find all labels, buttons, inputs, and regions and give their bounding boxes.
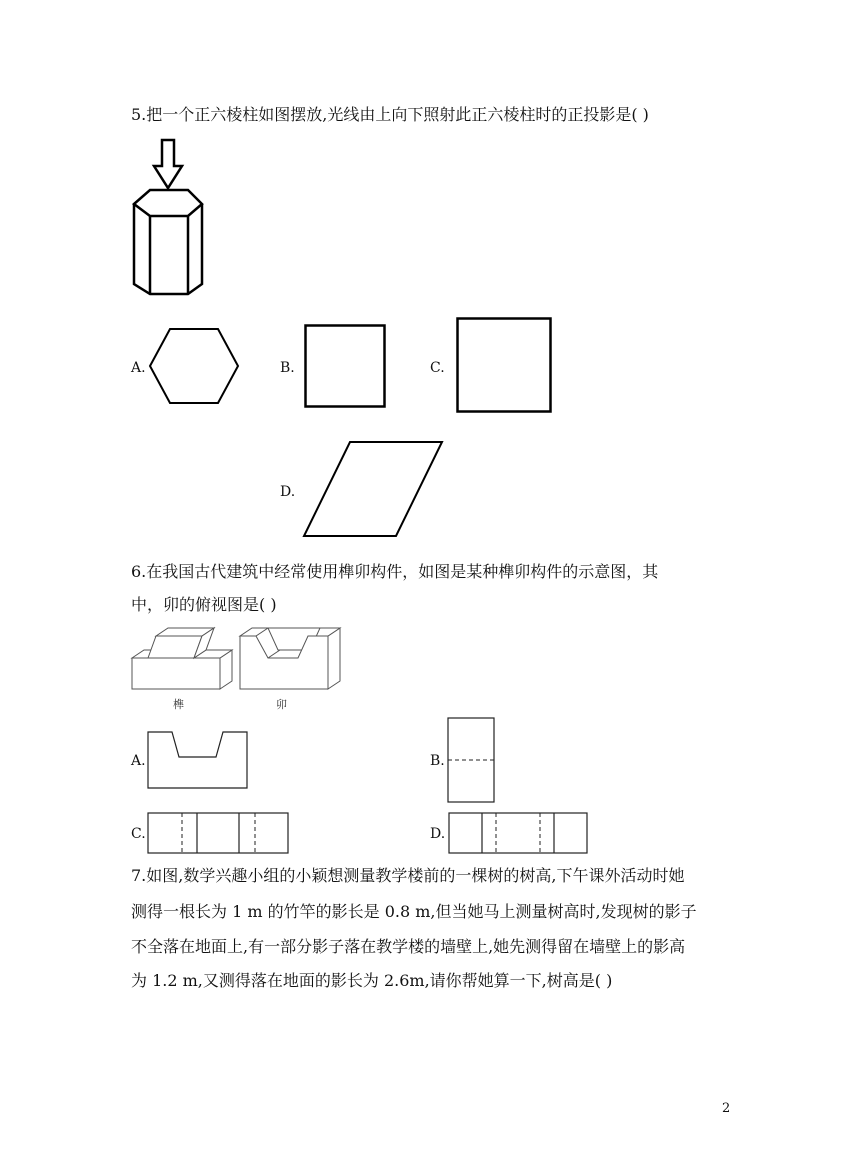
q6-option-a-label: A. — [131, 753, 146, 769]
q6-option-b-label: B. — [430, 753, 445, 769]
q5-option-b-square — [304, 324, 386, 408]
question-7-line-3: 不全落在地面上,有一部分影子落在教学楼的墙壁上,她先测得留在墙壁上的影高 — [131, 937, 686, 956]
q5-option-b-label: B. — [280, 360, 295, 376]
q6-option-d-view — [448, 812, 588, 854]
q6-option-d-label: D. — [430, 826, 446, 842]
tenon-figure — [130, 626, 236, 692]
mortise-figure — [238, 626, 344, 692]
hexagonal-prism-figure — [130, 138, 210, 298]
question-6-line-1: 6.在我国古代建筑中经常使用榫卯构件，如图是某种榫卯构件的示意图，其 — [131, 562, 659, 581]
q5-option-c-label: C. — [430, 360, 445, 376]
question-6-line-2: 中，卯的俯视图是( ) — [131, 595, 277, 614]
q5-option-d-parallelogram — [302, 440, 444, 538]
mortise-caption: 卯 — [276, 698, 287, 711]
q6-option-c-label: C. — [131, 826, 146, 842]
question-5-text: 5.把一个正六棱柱如图摆放,光线由上向下照射此正六棱柱时的正投影是( ) — [131, 105, 649, 124]
q5-option-d-label: D. — [280, 484, 296, 500]
question-7-line-1: 7.如图,数学兴趣小组的小颖想测量教学楼前的一棵树的树高,下午课外活动时她 — [131, 866, 685, 885]
tenon-caption: 榫 — [173, 698, 184, 711]
question-7-line-4: 为 1.2 m,又测得落在地面的影长为 2.6m,请你帮她算一下,树高是( ) — [131, 971, 613, 990]
q6-option-b-view — [447, 717, 495, 803]
q5-option-a-hexagon — [148, 327, 240, 405]
question-7-line-2: 测得一根长为 1 m 的竹竿的影长是 0.8 m,但当她马上测量树高时,发现树的影子 — [131, 902, 697, 921]
q5-option-c-square — [456, 317, 552, 413]
q5-option-a-label: A. — [131, 360, 146, 376]
q6-option-c-view — [147, 812, 289, 854]
page-number: 2 — [722, 1101, 731, 1116]
q6-option-a-view — [147, 731, 249, 789]
